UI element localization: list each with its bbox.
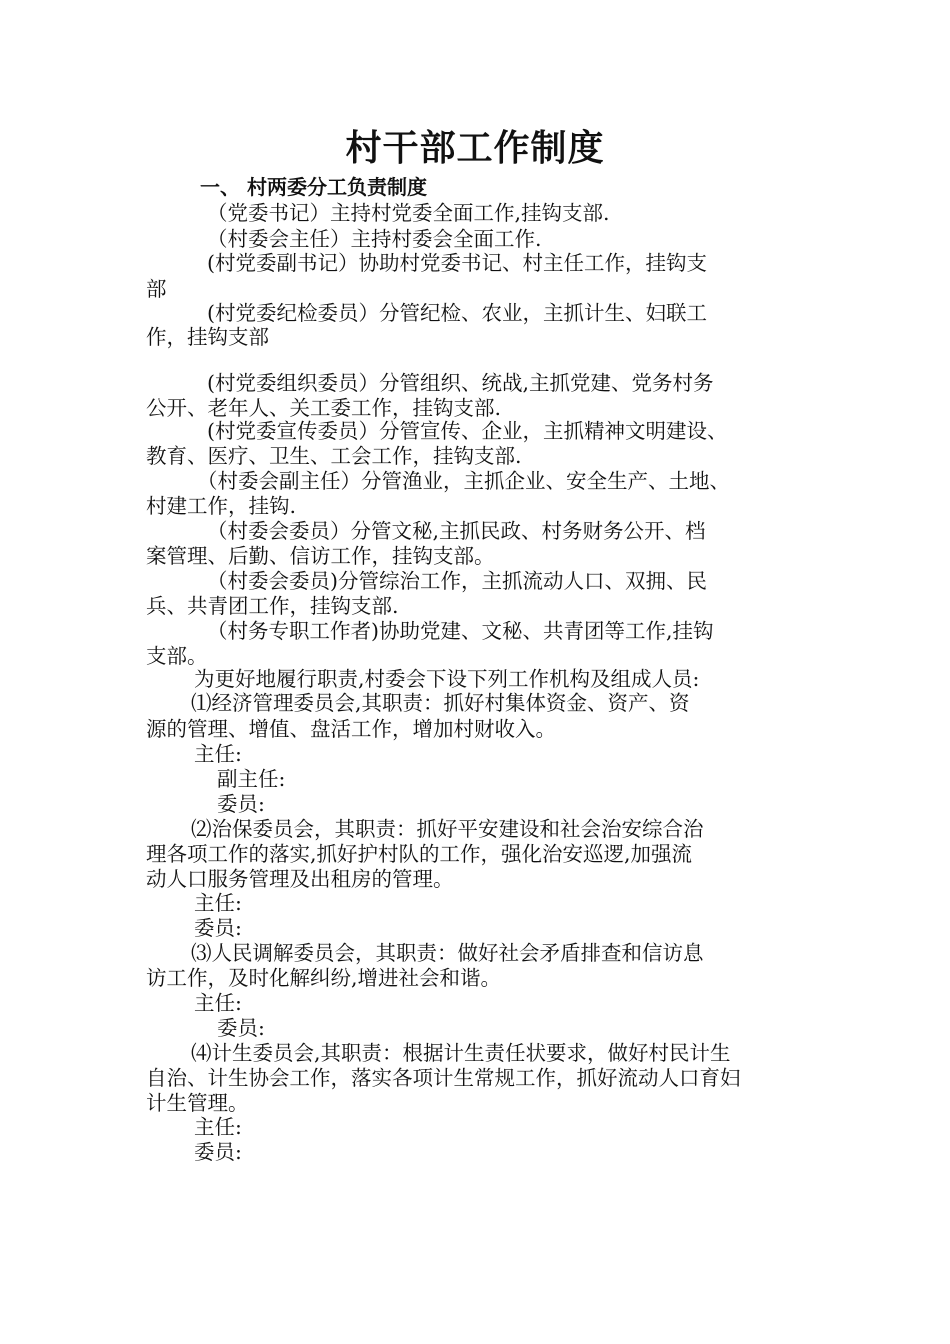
text-line: 主任:: [194, 891, 242, 915]
text-line: 委员:: [217, 1016, 265, 1040]
text-line: 自治、计生协会工作，落实各项计生常规工作，抓好流动人口育妇: [146, 1066, 741, 1090]
section-heading: 一、 村两委分工负责制度: [200, 175, 427, 199]
text-line: 委员:: [194, 1140, 242, 1164]
text-line: （村委会主任）主持村委会全面工作.: [207, 227, 542, 251]
text-line: (村党委宣传委员）分管宣传、企业，主抓精神文明建设、: [207, 419, 728, 443]
text-line: ⑷计生委员会,其职责：根据计生责任状要求，做好村民计生: [191, 1041, 731, 1065]
text-line: 案管理、后勤、信访工作，挂钩支部。: [146, 544, 495, 568]
text-line: （村委会委员）分管文秘,主抓民政、村务财务公开、档: [207, 519, 706, 543]
text-line: 副主任:: [217, 767, 286, 791]
text-line: 支部。: [146, 644, 208, 668]
text-line: 兵、共青团工作，挂钩支部.: [146, 594, 399, 618]
text-line: 计生管理。: [146, 1091, 249, 1115]
text-line: 部: [146, 277, 167, 301]
text-line: ⑴经济管理委员会,其职责：抓好村集体资金、资产、资: [191, 691, 690, 715]
text-line: （村务专职工作者)协助党建、文秘、共青团等工作,挂钩: [207, 619, 714, 643]
text-line: (村党委副书记）协助村党委书记、村主任工作，挂钩支: [207, 251, 707, 275]
text-line: 主任:: [194, 991, 242, 1015]
text-line: 访工作，及时化解纠纷,增进社会和谐。: [146, 966, 502, 990]
text-line: (村党委组织委员）分管组织、统战,主抓党建、党务村务: [207, 371, 714, 395]
text-line: 委员:: [194, 916, 242, 940]
text-line: 公开、老年人、关工委工作，挂钩支部.: [146, 396, 502, 420]
text-line: 源的管理、增值、盘活工作，增加村财收入。: [146, 717, 556, 741]
text-line: 村建工作，挂钩.: [146, 494, 297, 518]
text-line: 委员:: [217, 792, 265, 816]
text-line: （村委会委员)分管综治工作，主抓流动人口、双拥、民: [207, 569, 707, 593]
text-line: （党委书记）主持村党委全面工作,挂钩支部.: [207, 201, 610, 225]
text-line: ⑶人民调解委员会，其职责：做好社会矛盾排查和信访息: [191, 941, 704, 965]
text-line: 为更好地履行职责,村委会下设下列工作机构及组成人员:: [194, 667, 700, 691]
text-line: 主任:: [194, 1115, 242, 1139]
text-line: 教育、医疗、卫生、工会工作，挂钩支部.: [146, 444, 522, 468]
text-line: （村委会副主任）分管渔业，主抓企业、安全生产、土地、: [197, 469, 730, 493]
text-line: 动人口服务管理及出租房的管理。: [146, 867, 454, 891]
text-line: 理各项工作的落实,抓好护村队的工作，强化治安巡逻,加强流: [146, 842, 693, 866]
text-line: 作，挂钩支部: [146, 325, 269, 349]
text-line: ⑵治保委员会，其职责：抓好平安建设和社会治安综合治: [191, 817, 704, 841]
text-line: 主任:: [194, 742, 242, 766]
document-title: 村干部工作制度: [345, 128, 605, 169]
text-line: (村党委纪检委员）分管纪检、农业，主抓计生、妇联工: [207, 301, 707, 325]
